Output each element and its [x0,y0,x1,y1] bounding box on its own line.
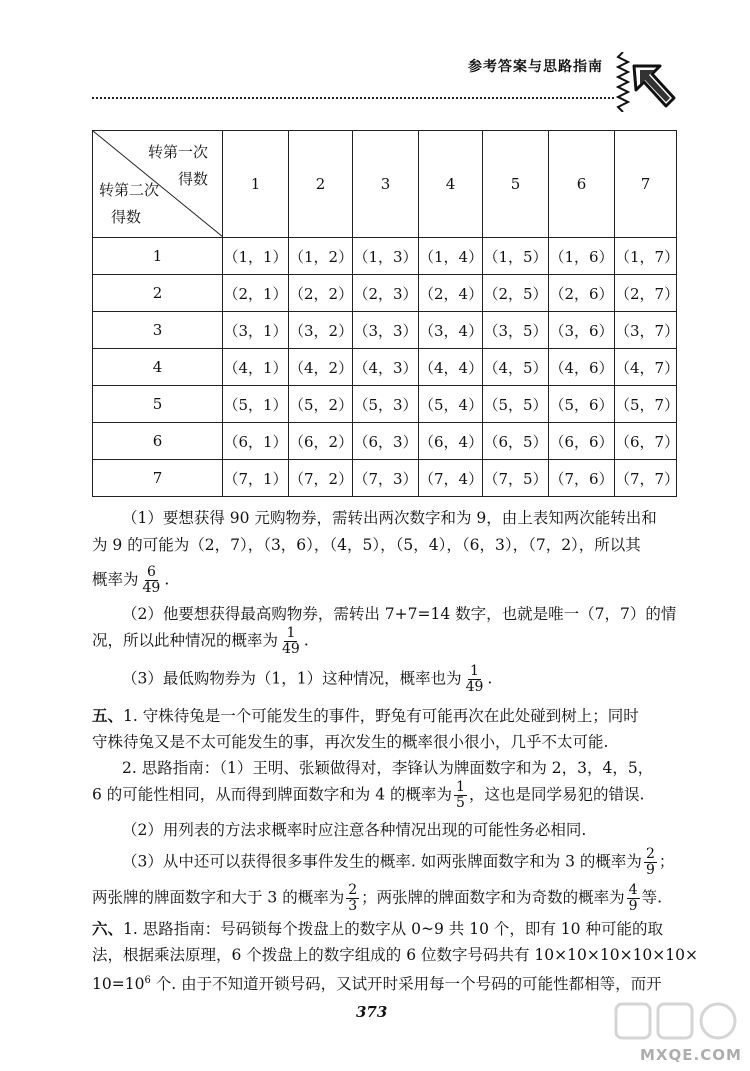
text-span: ；两张牌的牌面数字和为奇数的概率为 [361,888,625,907]
text-span: 10=10 [92,975,145,994]
table-cell: （2，5） [483,275,549,312]
table-cell: （5，7） [615,386,677,423]
fraction-denominator: 3 [348,898,358,914]
table-cell: （4，7） [615,349,677,386]
fraction-numerator: 1 [456,779,465,795]
table-cell: （3，3） [353,312,419,349]
column-header: 5 [483,131,549,238]
table-corner-cell [93,131,223,238]
corner-bottom-line2: 得数 [111,208,142,226]
section-6-line-3 [92,968,692,997]
page-number: 373 [356,1003,388,1021]
table-cell: （3，2） [289,312,353,349]
table-cell: （7，6） [549,460,615,497]
section-5-2-part-3 [92,847,722,878]
table-cell: （2，2） [289,275,353,312]
text-span: . [303,631,309,650]
answer-2-line-1: （2）他要想获得最高购物券，需转出 7+7=14 数字，也就是唯一（7，7）的情 [122,605,677,623]
zigzag-ornament [616,52,630,112]
section-5-2-part-4 [92,883,692,914]
table-cell: （1，3） [353,238,419,275]
table-cell: （5，6） [549,386,615,423]
table-cell: （7，5） [483,460,549,497]
table-cell: （4，5） [483,349,549,386]
fraction-denominator: 9 [628,898,638,914]
table-cell: （2，6） [549,275,615,312]
fraction-numerator: 2 [348,882,358,898]
row-header: 3 [93,312,223,349]
table-cell: （4，1） [223,349,289,386]
table-cell: （3，1） [223,312,289,349]
text-span: 1. 思路指南：号码锁每个拨盘上的数字从 0~9 共 10 个，即有 10 种可能的取 [123,920,663,938]
fraction-denominator: 49 [465,679,484,695]
text-span: 概率为 [92,570,139,589]
column-header: 4 [419,131,483,238]
table-cell: （1，6） [549,238,615,275]
table-body [93,238,680,497]
text-span: 况，所以此种情况的概率为 [92,631,279,650]
arrow-icon [630,62,678,114]
table-header-row [93,131,677,238]
table-cell: （4，6） [549,349,615,386]
fraction-numerator: 2 [645,846,655,862]
table-cell: （7，2） [289,460,353,497]
section-5-2-line-1: 2. 思路指南：（1）王明、张颖做得对，李锋认为牌面数字和为 2，3，4，5， [122,759,654,777]
answer-1-line-3 [92,565,692,596]
answer-1-line-1: （1）要想获得 90 元购物券，需转出两次数字和为 9，由上表知两次能转出和 [122,509,657,527]
table-cell: （4，2） [289,349,353,386]
fraction-numerator: 4 [628,882,638,898]
table-cell: （5，4） [419,386,483,423]
table-cell: （2，1） [223,275,289,312]
text-span: 等. [641,888,663,907]
text-span: 1. 守株待兔是一个可能发生的事件，野兔有可能再次在此处碰到树上；同时 [123,707,639,725]
fraction-4-9 [627,883,640,914]
row-header: 5 [93,386,223,423]
table-cell: （1，4） [419,238,483,275]
table-row [93,275,677,312]
fraction-1-5 [454,780,467,811]
corner-top-line2: 得数 [177,170,208,188]
section-6-label: 六、 [92,919,124,938]
fraction-numerator: 1 [470,663,479,679]
corner-label-second-spin [99,177,159,231]
row-header: 7 [93,460,223,497]
running-header-title: 参考答案与思路指南 [468,59,603,75]
table-cell: （6，4） [419,423,483,460]
table-cell: （7，1） [223,460,289,497]
table-cell: （6，2） [289,423,353,460]
table-cell: （1，7） [615,238,677,275]
section-5-2-line-2 [92,780,692,811]
text-span: ； [658,852,675,871]
table-cell: （3，6） [549,312,615,349]
table-cell: （3，7） [615,312,677,349]
table-cell: （3，5） [483,312,549,349]
fraction-6-49 [141,565,163,596]
answer-1-line-2: 为 9 的可能为（2，7），（3，6），（4，5），（5，4），（6，3），（7，2），所以其 [92,536,641,554]
fraction-numerator: 6 [146,564,156,580]
text-span: . [164,570,170,589]
fraction-numerator: 1 [286,625,296,641]
table-cell: （6，7） [615,423,677,460]
fraction-2-3 [346,883,359,914]
table-cell: （5，2） [289,386,353,423]
fraction-denominator: 49 [282,641,300,657]
section-5-line-1 [92,703,692,729]
row-header: 1 [93,238,223,275]
corner-bottom-line1: 转第二次 [99,181,160,199]
text-span: 个. 由于不知道开锁号码，又试开时采用每一个号码的可能性都相等，而开 [150,975,662,994]
answer-3 [92,664,722,695]
exponent: 6 [144,975,151,986]
column-header: 7 [615,131,677,238]
table-cell: （7，7） [615,460,677,497]
fraction-denominator: 5 [456,795,465,811]
table-row [93,386,677,423]
fraction-denominator: 9 [645,862,655,878]
table-cell: （6，6） [549,423,615,460]
fraction-1-49 [280,626,302,657]
column-header: 6 [549,131,615,238]
fraction-2-9 [644,847,657,878]
section-5-line-2: 守株待兔又是不太可能发生的事，再次发生的概率很小很小，几乎不太可能. [92,733,609,751]
table-cell: （2，7） [615,275,677,312]
text-span: （3）从中还可以获得很多事件发生的概率. 如两张牌面数字和为 3 的概率为 [122,852,642,871]
section-5-label: 五、 [92,706,124,725]
table-cell: （4，4） [419,349,483,386]
section-6-line-2: 法，根据乘法原理，6 个拨盘上的数字组成的 6 位数字号码共有 10×10×10×10×10× [92,946,698,964]
table-cell: （4，3） [353,349,419,386]
table-cell: （7，3） [353,460,419,497]
table-row [93,460,677,497]
table-cell: （2，4） [419,275,483,312]
table-cell: （5，3） [353,386,419,423]
fraction-denominator: 49 [142,580,161,596]
table-row [93,312,677,349]
watermark-site: MXQE.COM [640,1046,742,1064]
section-5-2-part-2: （2）用列表的方法求概率时应注意各种情况出现的可能性务必相同. [122,821,587,839]
column-header: 3 [353,131,419,238]
column-header: 1 [223,131,289,238]
table-cell: （7，4） [419,460,483,497]
table-cell: （5，5） [483,386,549,423]
text-span: ，这也是同学易犯的错误. [468,785,645,804]
header-dotted-rule [92,97,614,99]
section-6-line-1 [92,916,692,942]
table-cell: （1，2） [289,238,353,275]
table-cell: （2，3） [353,275,419,312]
fraction-1-49-b [464,664,486,695]
answer-part-1 [92,505,692,531]
text-span: . [487,669,493,688]
row-header: 2 [93,275,223,312]
row-header: 4 [93,349,223,386]
corner-top-line1: 转第一次 [147,143,208,161]
table-cell: （3，4） [419,312,483,349]
answer-2-line-2 [92,626,692,657]
outcome-table [92,130,680,497]
table-cell: （6，1） [223,423,289,460]
table-row [93,349,677,386]
table-cell: （6，5） [483,423,549,460]
table-cell: （6，3） [353,423,419,460]
row-header: 6 [93,423,223,460]
table-cell: （5，1） [223,386,289,423]
table-row [93,238,677,275]
text-span: 两张牌的牌面数字和大于 3 的概率为 [92,888,345,907]
watermark-logo [612,1000,742,1046]
table-cell: （1，5） [483,238,549,275]
column-header: 2 [289,131,353,238]
table-cell: （1，1） [223,238,289,275]
text-span: （3）最低购物券为（1，1）这种情况，概率也为 [122,669,462,688]
table-row [93,423,677,460]
text-span: 6 的可能性相同，从而得到牌面数字和为 4 的概率为 [92,785,453,804]
